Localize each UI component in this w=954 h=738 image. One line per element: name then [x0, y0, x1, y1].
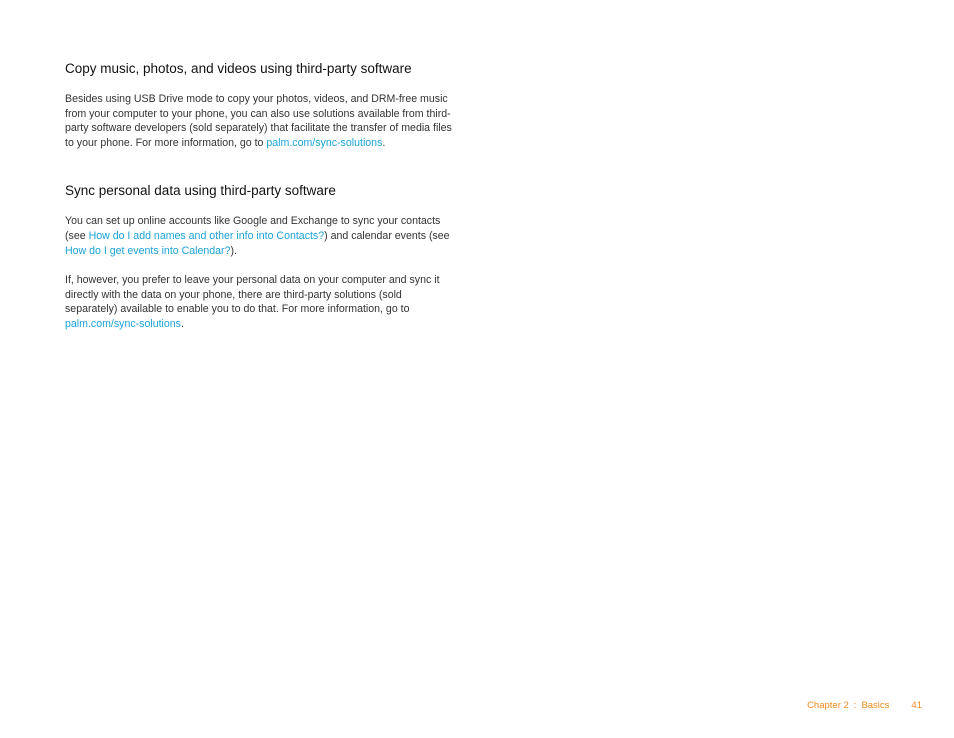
sync-solutions-link[interactable]: palm.com/sync-solutions [266, 136, 383, 149]
section-body-third-party-sync [65, 273, 455, 331]
body-text: You can set up online accounts like Google and Exchange to sync your contacts (see [65, 215, 441, 242]
footer-chapter: Chapter 2 [807, 700, 849, 711]
calendar-help-link[interactable]: How do I get events into Calendar? [65, 244, 231, 257]
section-heading-sync-personal-data: Sync personal data using third-party software [65, 183, 336, 199]
section-body-online-accounts [65, 214, 455, 258]
section-body-copy-media [65, 92, 455, 150]
body-text: Besides using USB Drive mode to copy your photos, videos, and DRM-free music from your computer to your phone, you can also use solutions available from third-party software developers (sold separately) that facilitate the transfer of media files to your phone. For more information, go to [65, 93, 452, 149]
page-number: 41 [911, 700, 922, 711]
page-footer [807, 700, 922, 711]
body-text-end: ). [230, 244, 237, 257]
body-text-end: . [382, 136, 386, 149]
contacts-help-link[interactable]: How do I add names and other info into Contacts? [88, 229, 325, 242]
body-text: If, however, you prefer to leave your personal data on your computer and sync it directly with the data on your phone, there are third-party solutions (sold separately) available to enable you to do that. For more information, go to [65, 274, 440, 316]
footer-section: Basics [861, 700, 890, 711]
body-text-end: . [180, 317, 184, 330]
section-heading-copy-media: Copy music, photos, and videos using third-party software [65, 61, 412, 76]
page-content [65, 60, 455, 332]
body-text: ) and calendar events (see [324, 229, 450, 242]
sync-solutions-link[interactable]: palm.com/sync-solutions [65, 317, 181, 330]
footer-separator: : [853, 700, 857, 711]
